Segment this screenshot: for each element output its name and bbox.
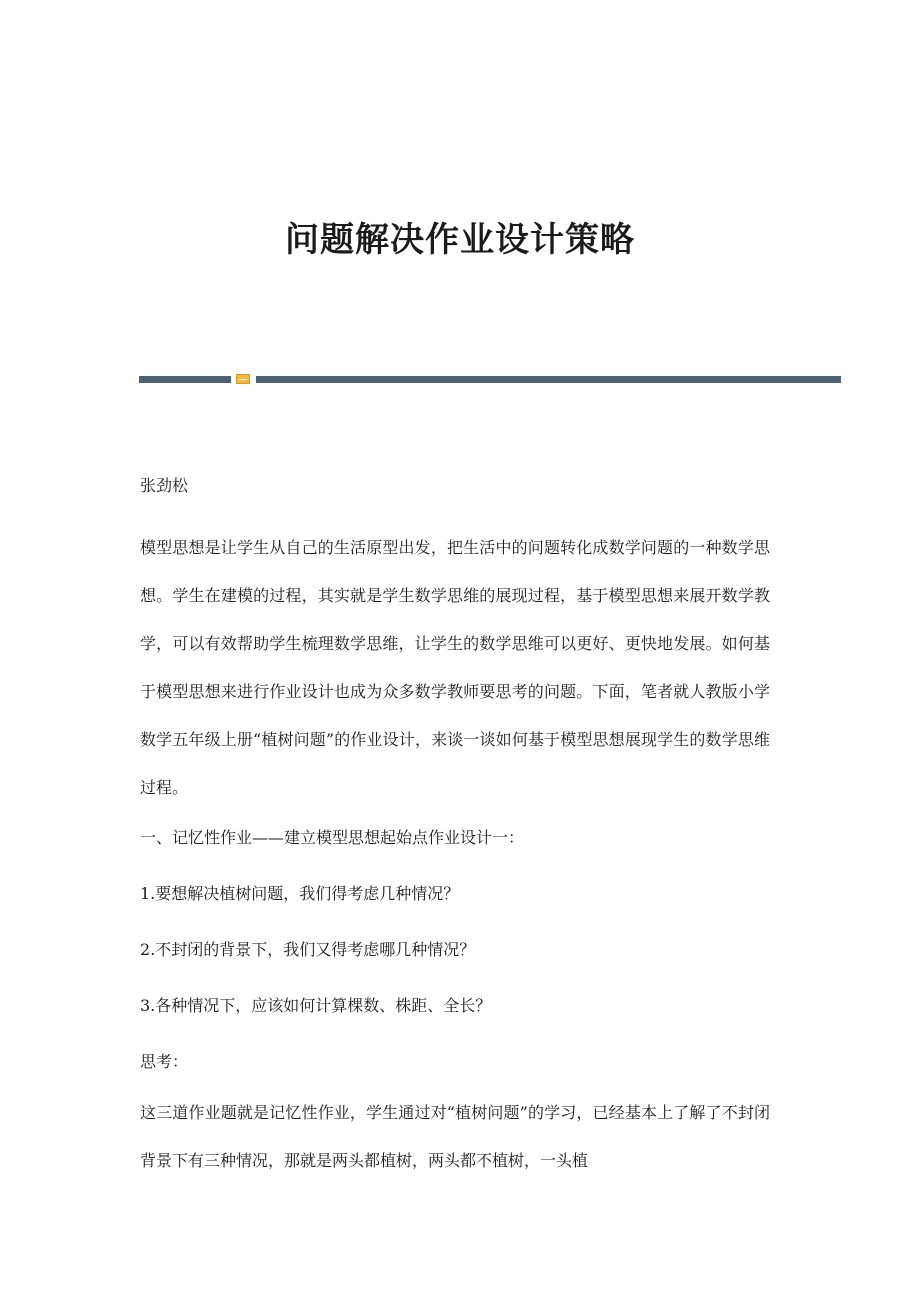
divider-bar-left <box>139 376 231 383</box>
author-name: 张劲松 <box>140 476 189 495</box>
section-heading: 一、记忆性作业——建立模型思想起始点作业设计一： <box>140 828 525 847</box>
question-item: 1.要想解决植树问题，我们得考虑几种情况？ <box>140 884 460 903</box>
think-paragraph: 这三道作业题就是记忆性作业，学生通过对“植树问题”的学习，已经基本上了解了不封闭背景下有三种情况，那就是两头都植树，两头都不植树，一头植 <box>140 1103 770 1170</box>
think-label: 思考： <box>140 1052 189 1071</box>
question-item: 3.各种情况下，应该如何计算棵数、株距、全长？ <box>140 996 492 1015</box>
document-title: 问题解决作业设计策略 <box>285 220 635 260</box>
question-item: 2.不封闭的背景下，我们又得考虑哪几种情况？ <box>140 940 476 959</box>
document-body <box>140 468 770 1185</box>
divider-bar-right <box>256 376 841 383</box>
intro-paragraph: 模型思想是让学生从自己的生活原型出发，把生活中的问题转化成数学问题的一种数学思想。学生在建模的过程，其实就是学生数学思维的展现过程，基于模型思想来展开数学教学，可以有效帮助学生梳理数学思维，让学生的数学思维可以更好、更快地发展。如何基于模型思想来进行作业设计也成为众多数学教师要思考的问题。下面，笔者就人教版小学数学五年级上册“植树问题”的作业设计，来谈一谈如何基于模型思想展现学生的数学思维过程。 <box>140 538 770 797</box>
divider-marker-icon <box>236 374 250 384</box>
title-divider <box>139 374 841 384</box>
